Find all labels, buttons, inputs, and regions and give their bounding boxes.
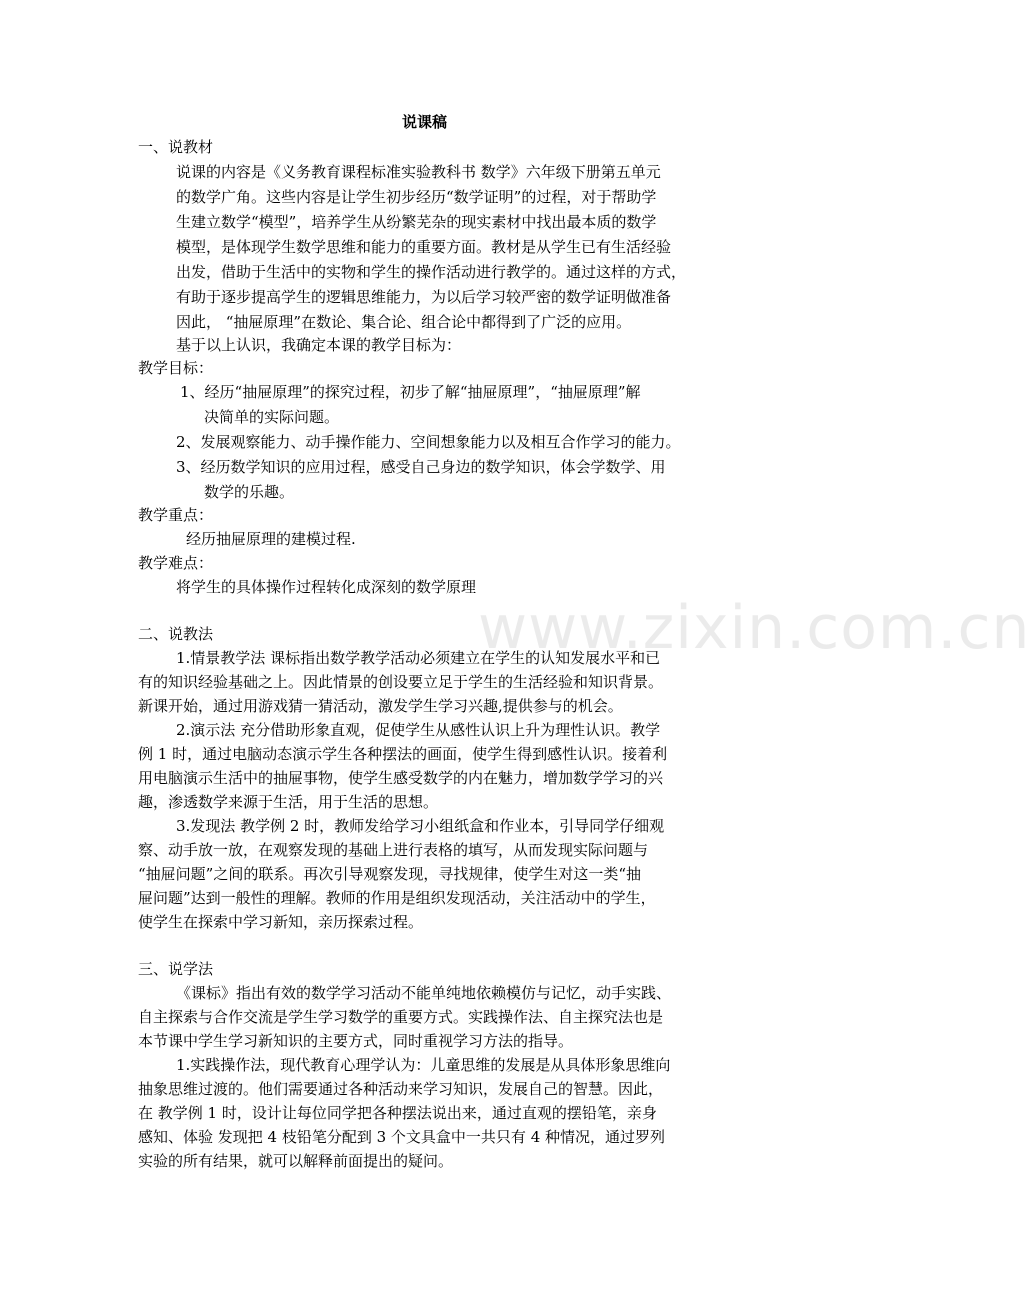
section-heading: 二、说教法 — [138, 625, 214, 643]
list-item-continuation: 决简单的实际问题。 — [204, 408, 340, 426]
paragraph-line: 抽象思维过渡的。他们需要通过各种活动来学习知识，发展自己的智慧。因此， — [138, 1080, 664, 1098]
paragraph-line: 1.实践操作法，现代教育心理学认为：儿童思维的发展是从具体形象思维向 — [176, 1056, 671, 1074]
paragraph-line: 2.演示法 充分借助形象直观，促使学生从感性认识上升为理性认识。教学 — [176, 721, 661, 739]
paragraph-line: 屉问题”达到一般性的理解。教师的作用是组织发现活动，关注活动中的学生， — [138, 889, 656, 907]
paragraph-line: 的数学广角。这些内容是让学生初步经历“数学证明”的过程，对于帮助学 — [176, 188, 657, 206]
paragraph-line: 说课的内容是《义务教育课程标准实验教科书 数学》六年级下册第五单元 — [176, 163, 661, 181]
section-heading: 一、说教材 — [138, 138, 214, 156]
section-heading: 三、说学法 — [138, 960, 214, 978]
paragraph-line: 自主探索与合作交流是学生学习数学的重要方式。实践操作法、自主探究法也是 — [138, 1008, 664, 1026]
paragraph-line: 实验的所有结果，就可以解释前面提出的疑问。 — [138, 1152, 454, 1170]
paragraph-line: 基于以上认识，我确定本课的教学目标为： — [176, 336, 462, 354]
paragraph-line: 有的知识经验基础之上。因此情景的创设要立足于学生的生活经验和知识背景。 — [138, 673, 664, 691]
paragraph-line: 使学生在探索中学习新知，亲历探索过程。 — [138, 913, 424, 931]
paragraph-line: 察、动手放一放，在观察发现的基础上进行表格的填写，从而发现实际问题与 — [138, 841, 649, 859]
paragraph-line: 本节课中学生学习新知识的主要方式，同时重视学习方法的指导。 — [138, 1032, 574, 1050]
paragraph-line: 在 教学例 1 时，设计让每位同学把各种摆法说出来，通过直观的摆铅笔，亲身 — [138, 1104, 657, 1122]
list-item-continuation: 数学的乐趣。 — [204, 483, 295, 501]
paragraph-line: 用电脑演示生活中的抽屉事物，使学生感受数学的内在魅力，增加数学学习的兴 — [138, 769, 664, 787]
subheading: 教学重点： — [138, 506, 214, 524]
paragraph-line: 例 1 时，通过电脑动态演示学生各种摆法的画面，使学生得到感性认识。接着利 — [138, 745, 668, 763]
paragraph-line: 3.发现法 教学例 2 时，教师发给学习小组纸盒和作业本，引导同学仔细观 — [176, 817, 665, 835]
paragraph-line: 生建立数学“模型”，培养学生从纷繁芜杂的现实素材中找出最本质的数学 — [176, 213, 657, 231]
list-item: 2、发展观察能力、动手操作能力、空间想象能力以及相互合作学习的能力。 — [176, 433, 681, 451]
paragraph-line: 将学生的具体操作过程转化成深刻的数学原理 — [176, 578, 477, 596]
subheading: 教学目标： — [138, 359, 214, 377]
watermark: www.zixin.com.cn — [478, 593, 1030, 663]
paragraph-line: 模型，是体现学生数学思维和能力的重要方面。教材是从学生已有生活经验 — [176, 238, 672, 256]
paragraph-line: 《课标》指出有效的数学学习活动不能单纯地依赖模仿与记忆，动手实践、 — [176, 984, 672, 1002]
subheading: 教学难点： — [138, 554, 214, 572]
list-item: 3、经历数学知识的应用过程，感受自己身边的数学知识，体会学数学、用 — [176, 458, 666, 476]
paragraph-line: 1.情景教学法 课标指出数学教学活动必须建立在学生的认知发展水平和已 — [176, 649, 661, 667]
paragraph-line: 经历抽屉原理的建模过程. — [186, 530, 356, 548]
paragraph-line: 新课开始，通过用游戏猜一猜活动，激发学生学习兴趣,提供参与的机会。 — [138, 697, 623, 715]
paragraph-line: 感知、体验 发现把 4 枝铅笔分配到 3 个文具盒中一共只有 4 种情况，通过罗列 — [138, 1128, 666, 1146]
paragraph-line: “抽屉问题”之间的联系。再次引导观察发现，寻找规律，使学生对这一类“抽 — [138, 865, 642, 883]
paragraph-line: 因此， “抽屉原理”在数论、集合论、组合论中都得到了广泛的应用。 — [176, 313, 632, 331]
paragraph-line: 有助于逐步提高学生的逻辑思维能力，为以后学习较严密的数学证明做准备 — [176, 288, 672, 306]
paragraph-line: 出发，借助于生活中的实物和学生的操作活动进行教学的。通过这样的方式， — [176, 263, 687, 281]
paragraph-line: 趣，渗透数学来源于生活，用于生活的思想。 — [138, 793, 439, 811]
document-title: 说课稿 — [402, 113, 448, 131]
list-item: 1、经历“抽屉原理”的探究过程，初步了解“抽屉原理”，“抽屉原理”解 — [180, 383, 641, 401]
